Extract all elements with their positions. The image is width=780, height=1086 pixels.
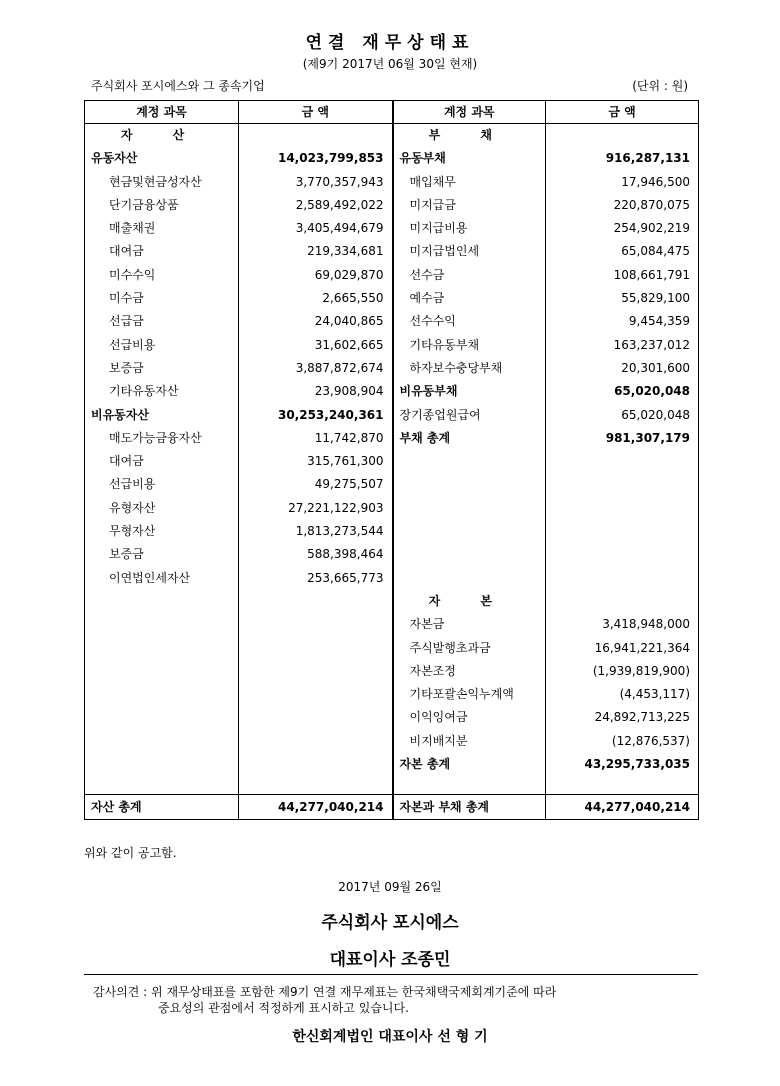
liability-amount: 24,892,713,225 bbox=[546, 706, 699, 729]
liability-account-name: 유동부채 bbox=[399, 151, 446, 166]
asset-account-name: 미수수익 bbox=[85, 264, 239, 287]
audit-opinion-line1: 감사의견 : 위 재무상태표를 포함한 제9기 연결 재무제표는 한국채택국제회계기준에 따라 bbox=[93, 985, 557, 999]
liability-amount: 65,084,475 bbox=[546, 240, 699, 263]
empty-cell bbox=[85, 683, 239, 706]
liability-amount: 16,941,221,364 bbox=[546, 637, 699, 660]
table-row bbox=[85, 357, 699, 380]
asset-amount: 11,742,870 bbox=[239, 427, 393, 450]
liability-amount: 20,301,600 bbox=[546, 357, 699, 380]
table-row bbox=[85, 287, 699, 310]
table-row bbox=[85, 194, 699, 217]
total-assets-label: 자산 총계 bbox=[85, 795, 239, 820]
table-row bbox=[85, 637, 699, 660]
empty-cell bbox=[239, 753, 393, 776]
asset-amount: 219,334,681 bbox=[239, 240, 393, 263]
table-row bbox=[85, 567, 699, 590]
asset-account-name: 유동자산 bbox=[85, 147, 239, 170]
liability-amount: 163,237,012 bbox=[546, 334, 699, 357]
empty-cell bbox=[239, 730, 393, 753]
total-assets-value: 44,277,040,214 bbox=[239, 795, 393, 820]
asset-account-name: 선급비용 bbox=[85, 334, 239, 357]
table-row bbox=[85, 450, 699, 473]
liability-account-name: 비유동부채 bbox=[399, 384, 458, 399]
liability-account-name: 미지급비용 bbox=[409, 221, 468, 236]
empty-cell bbox=[85, 730, 239, 753]
asset-account-name: 매출채권 bbox=[85, 217, 239, 240]
liability-account-name: 선수금 bbox=[409, 267, 445, 282]
asset-amount: 24,040,865 bbox=[239, 310, 393, 333]
liability-amount: (4,453,117) bbox=[546, 683, 699, 706]
empty-cell bbox=[239, 660, 393, 683]
company-name: 주식회사 포시에스와 그 종속기업 bbox=[91, 79, 265, 93]
table-row bbox=[85, 683, 699, 706]
notice-text: 위와 같이 공고함. bbox=[84, 846, 177, 860]
table-row bbox=[85, 613, 699, 636]
table-row bbox=[85, 543, 699, 566]
empty-cell bbox=[546, 543, 699, 566]
liability-account-name: 주식발행초과금 bbox=[409, 640, 491, 655]
liability-section-heading: 부 채 bbox=[428, 128, 510, 142]
asset-amount: 49,275,507 bbox=[239, 473, 393, 496]
liability-amount: 916,287,131 bbox=[546, 147, 699, 170]
asset-amount: 2,589,492,022 bbox=[239, 194, 393, 217]
empty-cell bbox=[546, 473, 699, 496]
liability-amount: 55,829,100 bbox=[546, 287, 699, 310]
liability-account-name: 이익잉여금 bbox=[409, 710, 468, 725]
asset-amount: 2,665,550 bbox=[239, 287, 393, 310]
table-row bbox=[85, 497, 699, 520]
asset-account-name: 미수금 bbox=[85, 287, 239, 310]
asset-account-name: 대여금 bbox=[85, 450, 239, 473]
spacer-row bbox=[85, 776, 699, 795]
empty-cell bbox=[85, 660, 239, 683]
empty-cell bbox=[239, 776, 393, 795]
asset-account-name: 단기금융상품 bbox=[85, 194, 239, 217]
asset-amount: 315,761,300 bbox=[239, 450, 393, 473]
empty-cell bbox=[85, 613, 239, 636]
asset-amount: 23,908,904 bbox=[239, 380, 393, 403]
table-row bbox=[85, 240, 699, 263]
asset-amount: 3,887,872,674 bbox=[239, 357, 393, 380]
asset-amount: 253,665,773 bbox=[239, 567, 393, 590]
liability-account-name: 선수수익 bbox=[409, 314, 456, 329]
table-row bbox=[85, 171, 699, 194]
table-row bbox=[85, 730, 699, 753]
liability-amount: (12,876,537) bbox=[546, 730, 699, 753]
empty-cell bbox=[393, 450, 546, 473]
empty-cell bbox=[239, 683, 393, 706]
empty-cell bbox=[85, 753, 239, 776]
empty-cell bbox=[85, 590, 239, 613]
liability-account-name: 비지배지분 bbox=[409, 733, 468, 748]
asset-account-name: 비유동자산 bbox=[85, 404, 239, 427]
liability-account-name: 매입채무 bbox=[409, 174, 456, 189]
audit-opinion-line2: 중요성의 관점에서 적정하게 표시하고 있습니다. bbox=[158, 1001, 409, 1015]
table-row bbox=[85, 217, 699, 240]
asset-account-name: 선급금 bbox=[85, 310, 239, 333]
header-account-left: 계정 과목 bbox=[85, 101, 239, 124]
liability-account-name: 장기종업원급여 bbox=[399, 407, 481, 422]
header-account-right: 계정 과목 bbox=[393, 101, 546, 124]
empty-cell bbox=[393, 543, 546, 566]
table-row bbox=[85, 264, 699, 287]
corporation-name: 주식회사 포시에스 bbox=[321, 913, 459, 933]
table-row bbox=[85, 404, 699, 427]
table-row bbox=[85, 520, 699, 543]
liability-amount: 65,020,048 bbox=[546, 380, 699, 403]
asset-amount: 1,813,273,544 bbox=[239, 520, 393, 543]
asset-account-name: 보증금 bbox=[85, 543, 239, 566]
table-row bbox=[85, 334, 699, 357]
table-row bbox=[85, 310, 699, 333]
empty-cell bbox=[239, 590, 393, 613]
empty-cell bbox=[239, 124, 393, 148]
empty-cell bbox=[393, 497, 546, 520]
table-row bbox=[85, 427, 699, 450]
liability-amount: (1,939,819,900) bbox=[546, 660, 699, 683]
auditor-name: 한신회계법인 대표이사 선 형 기 bbox=[292, 1029, 488, 1045]
empty-cell bbox=[393, 567, 546, 590]
unit-label: (단위 : 원) bbox=[632, 79, 688, 93]
empty-cell bbox=[546, 497, 699, 520]
table-row bbox=[85, 660, 699, 683]
empty-cell bbox=[393, 776, 546, 795]
asset-account-name: 매도가능금융자산 bbox=[85, 427, 239, 450]
asset-account-name: 보증금 bbox=[85, 357, 239, 380]
liability-account-name: 예수금 bbox=[409, 291, 445, 306]
asset-account-name: 기타유동자산 bbox=[85, 380, 239, 403]
liability-amount: 108,661,791 bbox=[546, 264, 699, 287]
liability-amount: 3,418,948,000 bbox=[546, 613, 699, 636]
asset-section-heading: 자 산 bbox=[85, 124, 239, 148]
asset-amount: 588,398,464 bbox=[239, 543, 393, 566]
announcement-date: 2017년 09월 26일 bbox=[338, 880, 442, 894]
liability-account-name: 기타유동부채 bbox=[409, 337, 480, 352]
liability-amount: 254,902,219 bbox=[546, 217, 699, 240]
empty-cell bbox=[239, 706, 393, 729]
asset-account-name: 대여금 bbox=[85, 240, 239, 263]
asset-account-name: 이연법인세자산 bbox=[85, 567, 239, 590]
document-subtitle: (제9기 2017년 06월 30일 현재) bbox=[302, 57, 478, 71]
header-amount-left: 금 액 bbox=[239, 101, 393, 124]
asset-amount: 3,405,494,679 bbox=[239, 217, 393, 240]
empty-cell bbox=[85, 776, 239, 795]
empty-cell bbox=[546, 590, 699, 613]
liability-amount: 17,946,500 bbox=[546, 171, 699, 194]
empty-cell bbox=[546, 776, 699, 795]
liability-amount: 9,454,359 bbox=[546, 310, 699, 333]
table-row bbox=[85, 473, 699, 496]
liability-account-name: 자본 총계 bbox=[399, 757, 451, 772]
asset-account-name: 선급비용 bbox=[85, 473, 239, 496]
empty-cell bbox=[393, 473, 546, 496]
table-row bbox=[85, 753, 699, 776]
asset-amount: 31,602,665 bbox=[239, 334, 393, 357]
liability-amount: 981,307,179 bbox=[546, 427, 699, 450]
divider bbox=[84, 974, 698, 975]
liability-amount: 220,870,075 bbox=[546, 194, 699, 217]
liability-account-name: 기타포괄손익누계액 bbox=[409, 687, 514, 702]
liability-account-name: 미지급법인세 bbox=[409, 244, 480, 259]
empty-cell bbox=[546, 450, 699, 473]
document-title: 연결 재무상태표 bbox=[305, 33, 475, 53]
header-amount-right: 금 액 bbox=[546, 101, 699, 124]
empty-cell bbox=[85, 637, 239, 660]
empty-cell bbox=[393, 520, 546, 543]
total-cap-liab-label: 자본과 부채 총계 bbox=[393, 795, 546, 820]
empty-cell bbox=[85, 706, 239, 729]
balance-sheet-table bbox=[84, 100, 699, 820]
total-cap-liab-value: 44,277,040,214 bbox=[546, 795, 699, 820]
asset-account-name: 현금및현금성자산 bbox=[85, 171, 239, 194]
table-row bbox=[85, 380, 699, 403]
liability-section-heading: 자 본 bbox=[428, 593, 510, 608]
liability-account-name: 하자보수충당부채 bbox=[409, 360, 503, 375]
asset-amount: 30,253,240,361 bbox=[239, 404, 393, 427]
empty-cell bbox=[546, 567, 699, 590]
table-row bbox=[85, 124, 699, 148]
ceo-name: 대표이사 조종민 bbox=[329, 950, 451, 970]
empty-cell bbox=[546, 520, 699, 543]
table-row bbox=[85, 147, 699, 170]
empty-cell bbox=[546, 124, 699, 148]
liability-amount: 65,020,048 bbox=[546, 404, 699, 427]
asset-amount: 14,023,799,853 bbox=[239, 147, 393, 170]
liability-account-name: 미지급금 bbox=[409, 197, 456, 212]
table-row bbox=[85, 706, 699, 729]
asset-account-name: 무형자산 bbox=[85, 520, 239, 543]
table-row bbox=[85, 590, 699, 613]
liability-amount: 43,295,733,035 bbox=[546, 753, 699, 776]
asset-amount: 27,221,122,903 bbox=[239, 497, 393, 520]
liability-account-name: 자본조정 bbox=[409, 663, 456, 678]
asset-account-name: 유형자산 bbox=[85, 497, 239, 520]
liability-account-name: 자본금 bbox=[409, 617, 445, 632]
asset-amount: 3,770,357,943 bbox=[239, 171, 393, 194]
grand-total-row bbox=[85, 795, 699, 820]
empty-cell bbox=[239, 613, 393, 636]
empty-cell bbox=[239, 637, 393, 660]
liability-account-name: 부채 총계 bbox=[399, 430, 451, 445]
asset-amount: 69,029,870 bbox=[239, 264, 393, 287]
table-header bbox=[85, 101, 699, 124]
